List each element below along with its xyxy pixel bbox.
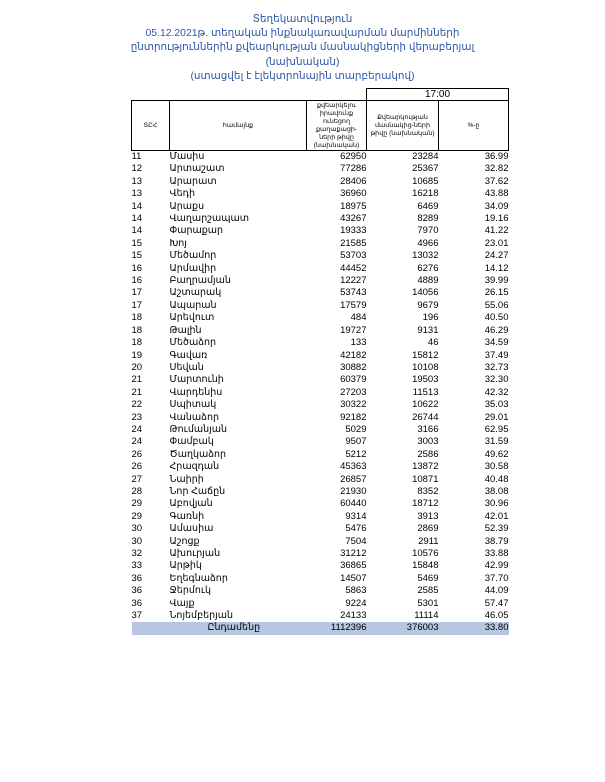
- row-community-cell: Վարդենիս: [169, 386, 223, 398]
- row-percent-cell: 49.62: [484, 448, 509, 460]
- row-percent-cell: 26.15: [484, 287, 509, 299]
- row-registered-cell: 21585: [340, 237, 367, 249]
- row-community-cell: Մեծամոր: [169, 250, 217, 262]
- table-row: [132, 461, 509, 473]
- row-registered-cell: 42182: [340, 349, 367, 361]
- row-percent-cell: 32.82: [484, 163, 509, 175]
- row-voted-cell: 18712: [412, 498, 439, 510]
- row-code-cell: 28: [131, 485, 143, 497]
- row-percent-cell: 14.12: [484, 262, 509, 274]
- row-percent-cell: 30.96: [484, 498, 509, 510]
- table-row: [132, 486, 509, 498]
- row-community-cell: Գավառ: [169, 349, 208, 361]
- table-row: [132, 449, 509, 461]
- row-code-cell: 14: [131, 200, 143, 212]
- row-percent-cell: 24.27: [484, 250, 509, 262]
- row-voted-cell: 15848: [412, 560, 439, 572]
- table-row: [132, 610, 509, 622]
- row-percent-cell: 52.39: [484, 523, 509, 535]
- row-registered-cell: 92182: [340, 411, 367, 423]
- table-row: [132, 176, 509, 188]
- row-registered-cell: 7504: [345, 535, 367, 547]
- row-code-cell: 36: [131, 572, 143, 584]
- row-voted-cell: 10685: [412, 175, 439, 187]
- row-code-cell: 16: [131, 275, 143, 287]
- row-voted-cell: 4889: [417, 275, 439, 287]
- row-voted-cell: 2869: [417, 523, 439, 535]
- row-voted-cell: 23284: [412, 151, 439, 162]
- row-community-cell: Ծաղկաձոր: [169, 448, 227, 460]
- row-percent-cell: 23.01: [484, 237, 509, 249]
- row-percent-cell: 46.05: [484, 610, 509, 622]
- row-code-cell: 27: [131, 473, 143, 485]
- row-community-cell: Արթիկ: [169, 560, 202, 572]
- table-row: [132, 263, 509, 275]
- row-percent-cell: 41.22: [484, 225, 509, 237]
- row-code-cell: 30: [131, 523, 143, 535]
- row-percent-cell: 33.88: [484, 548, 509, 559]
- row-registered-cell: 26857: [340, 473, 367, 485]
- row-voted-cell: 10871: [412, 473, 439, 485]
- row-code-cell: 36: [131, 597, 143, 609]
- row-voted-cell: 2911: [418, 535, 439, 547]
- row-registered-cell: 133: [350, 337, 367, 349]
- row-percent-cell: 40.48: [484, 473, 509, 485]
- turnout-table: [131, 100, 509, 635]
- row-percent-cell: 55.06: [484, 299, 509, 311]
- row-voted-cell: 3913: [417, 510, 439, 522]
- row-registered-cell: 60440: [340, 498, 367, 510]
- row-code-cell: 33: [131, 560, 143, 572]
- row-registered-cell: 17579: [340, 299, 367, 311]
- table-row: [132, 151, 509, 164]
- total-label: Ընդամենը: [170, 622, 307, 634]
- row-code-cell: 24: [131, 423, 143, 435]
- row-voted-cell: 10108: [412, 361, 439, 373]
- row-community-cell: Արաքս: [169, 200, 205, 212]
- table-row: [132, 325, 509, 337]
- row-community-cell: Վեդի: [169, 188, 195, 200]
- table-row: [132, 337, 509, 349]
- table-row: [132, 362, 509, 374]
- table-row: [132, 424, 509, 436]
- table-row: [132, 511, 509, 523]
- row-voted-cell: 2586: [417, 448, 439, 460]
- row-percent-cell: 57.47: [484, 597, 509, 609]
- row-registered-cell: 53703: [340, 250, 367, 262]
- table-row: [132, 436, 509, 448]
- row-code-cell: 16: [131, 262, 143, 274]
- row-voted-cell: 19503: [412, 374, 439, 386]
- table-row: [132, 548, 509, 560]
- row-voted-cell: 8289: [417, 213, 439, 225]
- row-community-cell: Թումանյան: [169, 423, 227, 435]
- row-voted-cell: 11513: [412, 386, 439, 398]
- total-row: [132, 622, 509, 634]
- row-registered-cell: 14507: [340, 572, 367, 584]
- row-registered-cell: 9224: [345, 597, 367, 609]
- table-row: [132, 163, 509, 175]
- row-community-cell: Խոյ: [169, 237, 187, 249]
- row-registered-cell: 36865: [340, 560, 367, 572]
- row-percent-cell: 29.01: [484, 411, 509, 423]
- row-community-cell: Վանաձոր: [169, 411, 220, 423]
- row-code-cell: 20: [131, 361, 143, 373]
- total-voted: 376003: [367, 622, 439, 634]
- row-percent-cell: 42.01: [484, 510, 509, 522]
- row-registered-cell: 77286: [340, 163, 367, 175]
- header-preliminary-note: (նախնական): [265, 56, 340, 68]
- row-registered-cell: 12227: [340, 275, 367, 287]
- row-registered-cell: 31212: [340, 548, 367, 559]
- row-percent-cell: 37.49: [484, 349, 509, 361]
- row-voted-cell: 196: [422, 312, 439, 324]
- table-row: [132, 300, 509, 312]
- row-registered-cell: 62950: [340, 151, 367, 162]
- row-registered-cell: 27203: [340, 386, 367, 398]
- row-percent-cell: 35.03: [484, 399, 509, 411]
- row-voted-cell: 10576: [412, 548, 439, 559]
- row-registered-cell: 44452: [340, 262, 367, 274]
- row-voted-cell: 9679: [417, 299, 439, 311]
- row-percent-cell: 36.99: [484, 151, 509, 162]
- row-percent-cell: 30.58: [484, 461, 509, 473]
- row-percent-cell: 37.62: [484, 175, 509, 187]
- row-code-cell: 23: [131, 411, 143, 423]
- row-voted-cell: 5469: [417, 572, 439, 584]
- row-community-cell: Վաղարշապատ: [169, 213, 249, 225]
- row-community-cell: Ամասիա: [169, 523, 214, 535]
- row-code-cell: 37: [131, 610, 143, 622]
- row-code-cell: 22: [131, 399, 143, 411]
- row-code-cell: 15: [131, 250, 143, 262]
- row-voted-cell: 3166: [417, 423, 439, 435]
- row-percent-cell: 42.99: [484, 560, 509, 572]
- row-code-cell: 13: [131, 175, 143, 187]
- row-code-cell: 21: [131, 374, 143, 386]
- row-percent-cell: 31.59: [484, 436, 509, 448]
- row-community-cell: Սպիտակ: [169, 399, 217, 411]
- row-code-cell: 30: [131, 535, 143, 547]
- row-code-cell: 29: [131, 498, 143, 510]
- row-code-cell: 24: [131, 436, 143, 448]
- row-percent-cell: 44.09: [484, 585, 509, 597]
- column-header-voted: Քվեարկության մասնակից-ների թիվը (նախնական): [367, 101, 439, 151]
- row-registered-cell: 28406: [340, 175, 367, 187]
- row-percent-cell: 37.70: [484, 572, 509, 584]
- table-row: [132, 560, 509, 572]
- row-community-cell: Արարատ: [169, 175, 217, 187]
- row-community-cell: Արմավիր: [169, 262, 217, 274]
- row-voted-cell: 13032: [412, 250, 439, 262]
- row-registered-cell: 5212: [345, 448, 367, 460]
- table-row: [132, 350, 509, 362]
- row-percent-cell: 32.30: [484, 374, 509, 386]
- table-row: [132, 387, 509, 399]
- row-registered-cell: 36960: [340, 188, 367, 200]
- table-row: [132, 536, 509, 548]
- row-community-cell: Վայք: [169, 597, 195, 609]
- row-registered-cell: 484: [350, 312, 367, 324]
- row-voted-cell: 11114: [414, 610, 439, 622]
- row-community-cell: Նոր Հաճըն: [169, 485, 226, 497]
- row-code-cell: 26: [131, 448, 143, 460]
- row-voted-cell: 7970: [417, 225, 439, 237]
- table-row: [132, 287, 509, 299]
- table-row: [132, 523, 509, 535]
- row-registered-cell: 21930: [340, 485, 367, 497]
- row-percent-cell: 43.88: [484, 188, 509, 200]
- row-community-cell: Եղեգնաձոր: [169, 572, 228, 584]
- row-community-cell: Արեվուտ: [169, 312, 215, 324]
- row-code-cell: 13: [131, 188, 143, 200]
- row-voted-cell: 10622: [412, 399, 439, 411]
- row-registered-cell: 19727: [340, 324, 367, 336]
- row-community-cell: Մեծաձոր: [169, 337, 217, 349]
- row-code-cell: 17: [131, 287, 143, 299]
- row-voted-cell: 16218: [412, 188, 439, 200]
- table-row: [132, 374, 509, 386]
- row-voted-cell: 3003: [417, 436, 439, 448]
- row-registered-cell: 53743: [340, 287, 367, 299]
- row-code-cell: 19: [131, 349, 143, 361]
- row-percent-cell: 32.73: [484, 361, 509, 373]
- row-code-cell: 15: [131, 237, 143, 249]
- row-voted-cell: 6276: [417, 262, 439, 274]
- row-community-cell: Փարաքար: [169, 225, 224, 237]
- row-community-cell: Հրազդան: [169, 461, 220, 473]
- row-percent-cell: 46.29: [484, 324, 509, 336]
- header-subject-line: ընտրություններին քվեարկության մասնակիցների վերաբերյալ: [130, 42, 475, 54]
- row-community-cell: Փամբակ: [169, 436, 214, 448]
- row-percent-cell: 34.09: [484, 200, 509, 212]
- row-code-cell: 14: [131, 225, 143, 237]
- row-voted-cell: 6469: [417, 200, 439, 212]
- header-title: Տեղեկատվություն: [252, 14, 353, 25]
- row-registered-cell: 18975: [340, 200, 367, 212]
- table-row: [132, 250, 509, 262]
- row-community-cell: Սեվան: [169, 361, 204, 373]
- row-voted-cell: 14056: [412, 287, 439, 299]
- row-community-cell: Արտաշատ: [169, 163, 225, 175]
- row-voted-cell: 26744: [412, 411, 439, 423]
- row-community-cell: Նաիրի: [169, 473, 204, 485]
- row-voted-cell: 13872: [412, 461, 439, 473]
- row-code-cell: 14: [131, 213, 143, 225]
- row-registered-cell: 9507: [345, 436, 367, 448]
- row-code-cell: 29: [131, 510, 143, 522]
- row-community-cell: Աբովյան: [169, 498, 213, 510]
- row-percent-cell: 19.16: [484, 213, 509, 225]
- row-code-cell: 26: [131, 461, 143, 473]
- row-code-cell: 12: [131, 163, 143, 175]
- row-registered-cell: 30322: [340, 399, 367, 411]
- row-community-cell: Բաղրամյան: [169, 275, 231, 287]
- table-row: [132, 474, 509, 486]
- row-registered-cell: 43267: [340, 213, 367, 225]
- row-community-cell: Ախուրյան: [169, 548, 221, 559]
- row-community-cell: Մարտունի: [169, 374, 224, 386]
- row-percent-cell: 40.50: [484, 312, 509, 324]
- row-percent-cell: 34.59: [484, 337, 509, 349]
- row-registered-cell: 19333: [340, 225, 367, 237]
- table-row: [132, 573, 509, 585]
- table-header-row: [132, 101, 509, 151]
- column-header-code: ՏԸՀ: [132, 101, 170, 151]
- row-code-cell: 11: [131, 151, 142, 162]
- row-registered-cell: 5863: [345, 585, 367, 597]
- row-community-cell: Աշոցք: [169, 535, 200, 547]
- total-code-cell: [132, 622, 170, 634]
- row-code-cell: 32: [131, 548, 143, 559]
- table-body: [132, 151, 509, 623]
- row-voted-cell: 4966: [417, 237, 439, 249]
- time-label: 17:00: [366, 88, 509, 101]
- table-row: [132, 275, 509, 287]
- total-percent: 33.80: [439, 622, 509, 634]
- row-code-cell: 36: [131, 585, 143, 597]
- table-row: [132, 412, 509, 424]
- row-registered-cell: 9314: [345, 510, 367, 522]
- row-community-cell: Մասիս: [169, 151, 205, 162]
- row-community-cell: Նոյեմբերյան: [169, 610, 233, 622]
- row-voted-cell: 8352: [417, 485, 439, 497]
- row-percent-cell: 38.08: [484, 485, 509, 497]
- table-row: [132, 585, 509, 597]
- row-registered-cell: 24133: [340, 610, 367, 622]
- row-community-cell: Գառնի: [169, 510, 205, 522]
- row-registered-cell: 45363: [340, 461, 367, 473]
- row-percent-cell: 39.99: [484, 275, 509, 287]
- table-row: [132, 225, 509, 237]
- row-code-cell: 17: [131, 299, 143, 311]
- row-registered-cell: 5029: [345, 423, 367, 435]
- document-header: [0, 13, 605, 84]
- table-row: [132, 238, 509, 250]
- table-row: [132, 399, 509, 411]
- row-voted-cell: 5301: [417, 597, 439, 609]
- row-percent-cell: 38.79: [484, 535, 509, 547]
- table-row: [132, 213, 509, 225]
- row-registered-cell: 30882: [340, 361, 367, 373]
- table-row: [132, 201, 509, 213]
- column-header-registered: քվեարկելու իրավունք ունեցող քաղաքացի-ների թիվը (նախնական): [307, 101, 367, 151]
- row-community-cell: Ապարան: [169, 299, 217, 311]
- table-row: [132, 498, 509, 510]
- row-code-cell: 18: [131, 337, 143, 349]
- header-source-note: (ստացվել է էլեկտրոնային տարբերակով): [190, 70, 415, 82]
- row-community-cell: Ջերմուկ: [169, 585, 212, 597]
- table-row: [132, 598, 509, 610]
- row-voted-cell: 15812: [412, 349, 439, 361]
- row-percent-cell: 62.95: [484, 423, 509, 435]
- row-percent-cell: 42.32: [484, 386, 509, 398]
- header-date-line: 05.12.2021թ. տեղական ինքնակառավարման մարմինների: [145, 28, 460, 40]
- row-code-cell: 21: [131, 386, 143, 398]
- row-community-cell: Թալին: [169, 324, 202, 336]
- table-row: [132, 188, 509, 200]
- row-voted-cell: 25367: [412, 163, 439, 175]
- row-voted-cell: 2585: [417, 585, 439, 597]
- row-code-cell: 18: [131, 312, 143, 324]
- row-registered-cell: 5476: [345, 523, 367, 535]
- total-registered: 1112396: [307, 622, 367, 634]
- column-header-community: համայնք: [170, 101, 307, 151]
- column-header-percent: %-ը: [439, 101, 509, 151]
- row-voted-cell: 9131: [417, 324, 439, 336]
- row-code-cell: 18: [131, 324, 143, 336]
- row-voted-cell: 46: [427, 337, 439, 349]
- row-community-cell: Աշտարակ: [169, 287, 222, 299]
- table-row: [132, 312, 509, 324]
- row-registered-cell: 60379: [340, 374, 367, 386]
